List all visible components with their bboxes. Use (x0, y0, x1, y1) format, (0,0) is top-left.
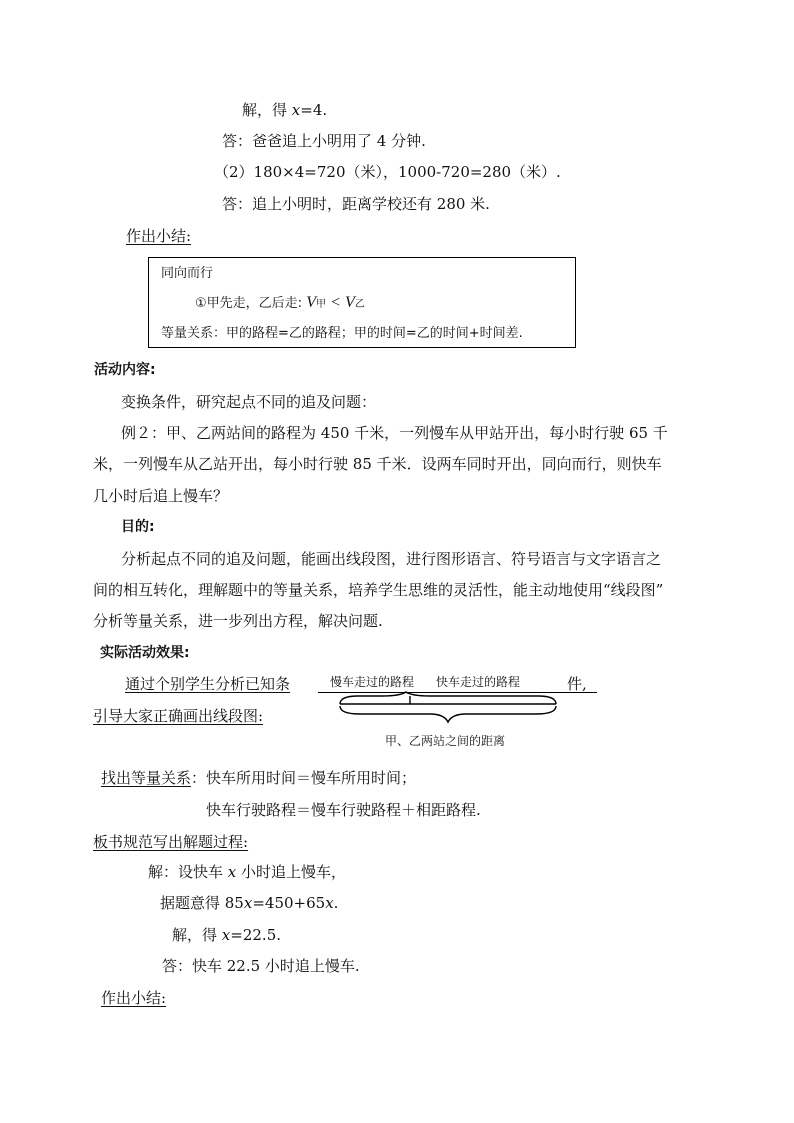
velocity-symbol: V (345, 294, 355, 311)
box-title: 同向而行 (161, 266, 214, 281)
case-1-text: ①甲先走，乙后走: (195, 296, 303, 311)
activity-heading: 活动内容: (94, 362, 156, 378)
less-than-symbol: < (330, 294, 341, 311)
answer-line-1: 答：爸爸追上小明用了 4 分钟. (222, 132, 426, 150)
step-1-text-a: 解：设快车 (148, 863, 224, 881)
summary-box (148, 257, 576, 348)
bottom-brace (340, 706, 556, 722)
velocity-sub-yi: 乙 (354, 299, 365, 310)
velocity-symbol: V (306, 294, 316, 311)
equal-relation-line-1 (101, 768, 416, 788)
segment-diagram (330, 690, 562, 736)
box-case-1 (195, 293, 365, 315)
velocity-sub-jia: 甲 (315, 299, 326, 310)
solve-line-1 (242, 100, 327, 120)
goal-line-3: 分析等量关系，进一步列出方程，解决问题. (93, 612, 383, 630)
solution-answer: 答：快车 22.5 小时追上慢车. (162, 957, 360, 975)
equal-relation-text: ：快车所用时间＝慢车所用时间； (191, 769, 417, 787)
solution-step-1 (148, 862, 346, 882)
answer-line-2: 答：追上小明时，距离学校还有 280 米. (222, 195, 490, 213)
box-relation: 等量关系：甲的路程=乙的路程；甲的时间=乙的时间+时间差. (161, 326, 523, 341)
solution-step-2 (160, 893, 338, 913)
effect-line-1-right: 件, (567, 675, 587, 693)
solve-value: =4. (300, 101, 328, 119)
solve-text: 解，得 (242, 101, 288, 119)
example-line-1: 例２：甲、乙两站间的路程为 450 千米，一列慢车从甲站开出，每小时行驶 65 千 (121, 424, 668, 442)
goal-line-2: 间的相互转化，理解题中的等量关系，培养学生思维的灵活性，能主动地使用“线段图” (93, 581, 664, 599)
summary-heading-2: 作出小结: (101, 989, 167, 1007)
part-2-line: （2）180×4=720（米），1000-720=280（米）. (214, 163, 561, 181)
total-distance-label: 甲、乙两站之间的距离 (385, 734, 506, 748)
equal-relation-label: 找出等量关系 (101, 769, 192, 787)
variable-x: x (325, 894, 334, 912)
summary-heading-1: 作出小结: (126, 227, 192, 245)
step-3-text-b: =22.5. (230, 926, 282, 944)
step-3-text-a: 解，得 (172, 926, 218, 944)
step-2-text-c: . (333, 894, 339, 912)
solution-step-3 (172, 925, 281, 945)
goal-line-1: 分析起点不同的追及问题，能画出线段图，进行图形语言、符号语言与文字语言之 (121, 550, 662, 568)
example-line-2: 米，一列慢车从乙站开出，每小时行驶 85 千米．设两车同时开出，同向而行，则快车 (93, 455, 662, 473)
fast-car-label: 快车走过的路程 (436, 675, 521, 689)
equal-relation-line-2: 快车行驶路程＝慢车行驶路程＋相距路程. (206, 801, 481, 819)
step-2-text-a: 据题意得 85 (160, 894, 244, 912)
step-1-text-b: 小时追上慢车， (241, 863, 347, 881)
effect-line-1-left: 通过个别学生分析已知条 (125, 675, 291, 693)
board-heading: 板书规范写出解题过程: (93, 833, 249, 851)
effect-heading: 实际活动效果: (100, 645, 190, 661)
activity-intro: 变换条件，研究起点不同的追及问题： (121, 393, 377, 411)
effect-line-2: 引导大家正确画出线段图: (93, 707, 264, 725)
top-brace (340, 692, 556, 704)
example-line-3: 几小时后追上慢车？ (93, 487, 229, 505)
variable-x: x (221, 926, 231, 944)
variable-x: x (243, 894, 253, 912)
variable-x: x (227, 863, 237, 881)
slow-car-label: 慢车走过的路程 (330, 675, 415, 689)
goal-heading: 目的: (121, 519, 155, 535)
step-2-text-b: =450+65 (252, 894, 326, 912)
variable-x: x (291, 101, 301, 119)
